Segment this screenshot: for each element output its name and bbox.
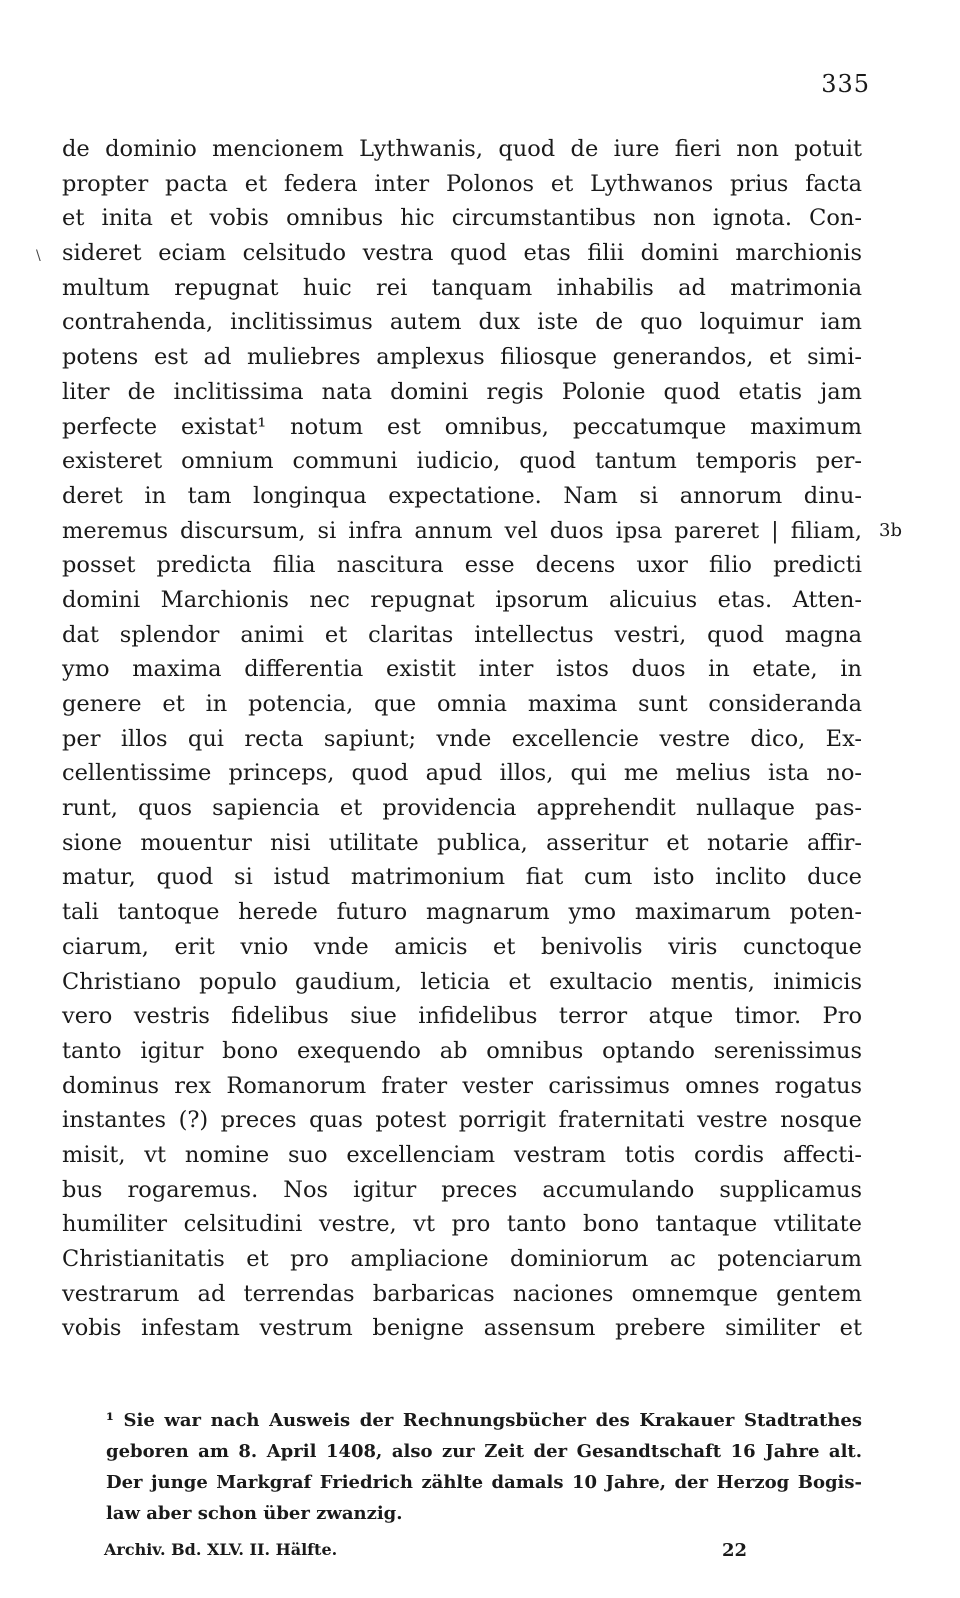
text-line: tali tantoque herede futuro magnarum ymo maximarum poten- [62,899,862,926]
text-line: runt, quos sapiencia et providencia apprehendit nullaque pas- [62,795,862,822]
text-line: posset predicta filia nascitura esse decens uxor filio predicti [62,552,862,579]
text-line: liter de inclitissima nata domini regis Polonie quod etatis jam [62,378,862,405]
text-line: sideret eciam celsitudo vestra quod etas filii domini marchionis [62,240,862,267]
text-line: contrahenda, inclitissimus autem dux iste de quo loquimur iam [62,309,862,336]
text-line: tanto igitur bono exequendo ab omnibus optando serenissimus [62,1037,862,1064]
text-line: vestrarum ad terrendas barbaricas naciones omnemque gentem [62,1280,862,1307]
margin-mark: 3b [879,520,902,541]
footnote-line: Der junge Markgraf Friedrich zählte damals 10 Jahre, der Herzog Bogis- [106,1472,862,1493]
text-line: propter pacta et federa inter Polonos et Lythwanos prius facta [62,170,862,197]
text-line: de dominio mencionem Lythwanis, quod de iure fieri non potuit [62,136,862,162]
text-line: genere et in potencia, que omnia maxima sunt consideranda [62,691,862,717]
text-line: perfecte existat¹ notum est omnibus, peccatumque maximum [62,413,862,440]
text-line: meremus discursum, si infra annum vel duos ipsa pareret | filiam, [62,517,862,544]
text-line: et inita et vobis omnibus hic circumstantibus non ignota. Con- [62,205,862,232]
text-line: cellentissime princeps, quod apud illos, qui me melius ista no- [62,760,862,787]
footnote [106,1405,862,1529]
signature-mark: Archiv. Bd. XLV. II. Hälfte. [104,1540,338,1559]
text-line: matur, quod si istud matrimonium fiat cum isto inclito duce [62,864,862,891]
text-line: ymo maxima differentia existit inter istos duos in etate, in [62,656,862,683]
text-line: domini Marchionis nec repugnat ipsorum alicuius etas. Atten- [62,586,862,613]
footnote-line: law aber schon über zwanzig. [106,1503,403,1524]
text-line: per illos qui recta sapiunt; vnde excellencie vestre dico, Ex- [62,725,862,752]
text-line: deret in tam longinqua expectatione. Nam si annorum dinu- [62,482,862,509]
text-line: instantes (?) preces quas potest porrigit fraternitati vestre nosque [62,1107,862,1134]
text-line: bus rogaremus. Nos igitur preces accumulando supplicamus [62,1176,862,1203]
text-line: existeret omnium communi iudicio, quod tantum temporis per- [62,448,862,475]
text-line: Christiano populo gaudium, leticia et exultacio mentis, inimicis [62,968,862,995]
footnote-line: ¹ Sie war nach Ausweis der Rechnungsbücher des Krakauer Stadtrathes [106,1410,862,1431]
text-line: ciarum, erit vnio vnde amicis et benivolis viris cunctoque [62,933,862,960]
text-line: vero vestris fidelibus siue infidelibus terror atque timor. Pro [62,1003,862,1030]
text-line: multum repugnat huic rei tanquam inhabilis ad matrimonia [62,274,862,301]
text-line: Christianitatis et pro ampliacione dominiorum ac potenciarum [62,1246,862,1272]
text-line: sione mouentur nisi utilitate publica, asseritur et notarie affir- [62,829,862,856]
text-line: dat splendor animi et claritas intellectus vestri, quod magna [62,621,862,648]
text-line: dominus rex Romanorum frater vester carissimus omnes rogatus [62,1072,862,1099]
text-line: vobis infestam vestrum benigne assensum prebere similiter et [62,1315,862,1342]
text-line: misit, vt nomine suo excellenciam vestram totis cordis affecti- [62,1141,862,1168]
text-line: potens est ad muliebres amplexus filiosque generandos, et simi- [62,344,862,371]
page-number: 335 [821,70,870,98]
margin-tick: \ [36,248,41,264]
footnote-line: geboren am 8. April 1408, also zur Zeit der Gesandtschaft 16 Jahre alt. [106,1441,862,1462]
sheet-number: 22 [722,1540,748,1561]
text-line: humiliter celsitudini vestre, vt pro tanto bono tantaque vtilitate [62,1211,862,1238]
body-text [62,132,862,1346]
